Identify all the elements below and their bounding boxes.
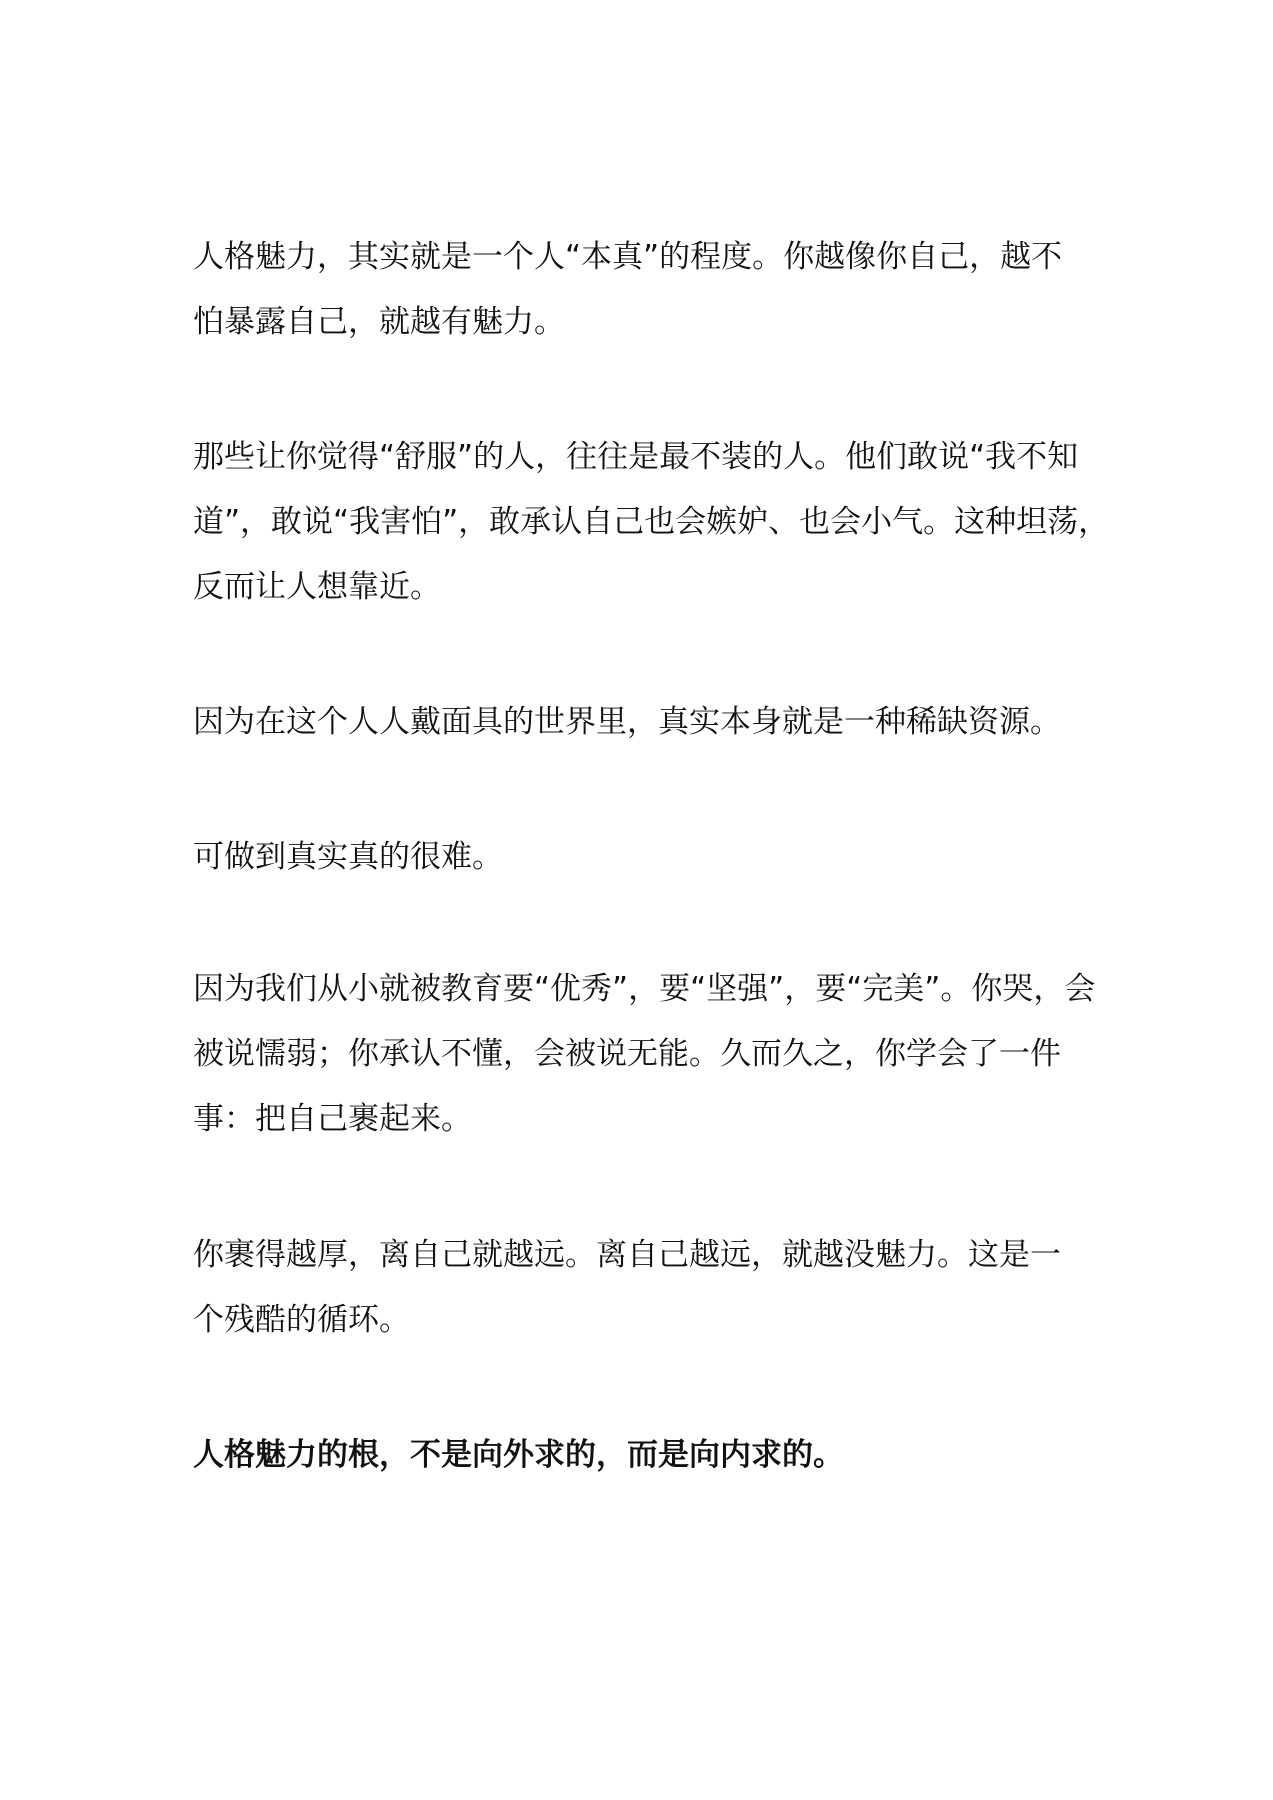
paragraph-5-line-1: 因为我们从小就被教育要“优秀”，要“坚强”，要“完美”。你哭，会: [193, 971, 1096, 1007]
paragraph-4-line-1: 可做到真实真的很难。: [193, 839, 503, 875]
paragraph-7-emphasis: [193, 1423, 1093, 1488]
paragraph-5-line-3: 事：把自己裹起来。: [193, 1101, 472, 1137]
paragraph-3: [193, 690, 1093, 755]
paragraph-7-line-1: 人格魅力的根，不是向外求的，而是向内求的。: [193, 1437, 844, 1473]
paragraph-3-line-1: 因为在这个人人戴面具的世界里，真实本身就是一种稀缺资源。: [193, 704, 1061, 740]
paragraph-1-line-2: 怕暴露自己，就越有魅力。: [193, 304, 565, 340]
paragraph-4: [193, 825, 1093, 890]
paragraph-6-line-2: 个残酷的循环。: [193, 1302, 410, 1338]
paragraph-6-line-1: 你裹得越厚，离自己就越远。离自己越远，就越没魅力。这是一: [193, 1237, 1061, 1273]
paragraph-6: [193, 1223, 1093, 1353]
paragraph-2-line-1: 那些让你觉得“舒服”的人，往往是最不装的人。他们敢说“我不知: [193, 439, 1079, 475]
paragraph-2: [193, 425, 1110, 620]
paragraph-5-line-2: 被说懦弱；你承认不懂，会被说无能。久而久之，你学会了一件: [193, 1036, 1061, 1072]
paragraph-5: [193, 957, 1096, 1152]
paragraph-2-line-2: 道”，敢说“我害怕”，敢承认自己也会嫉妒、也会小气。这种坦荡，: [193, 504, 1110, 540]
paragraph-1: [193, 225, 1093, 355]
paragraph-1-line-1: 人格魅力，其实就是一个人“本真”的程度。你越像你自己，越不: [193, 239, 1063, 275]
paragraph-2-line-3: 反而让人想靠近。: [193, 569, 441, 605]
